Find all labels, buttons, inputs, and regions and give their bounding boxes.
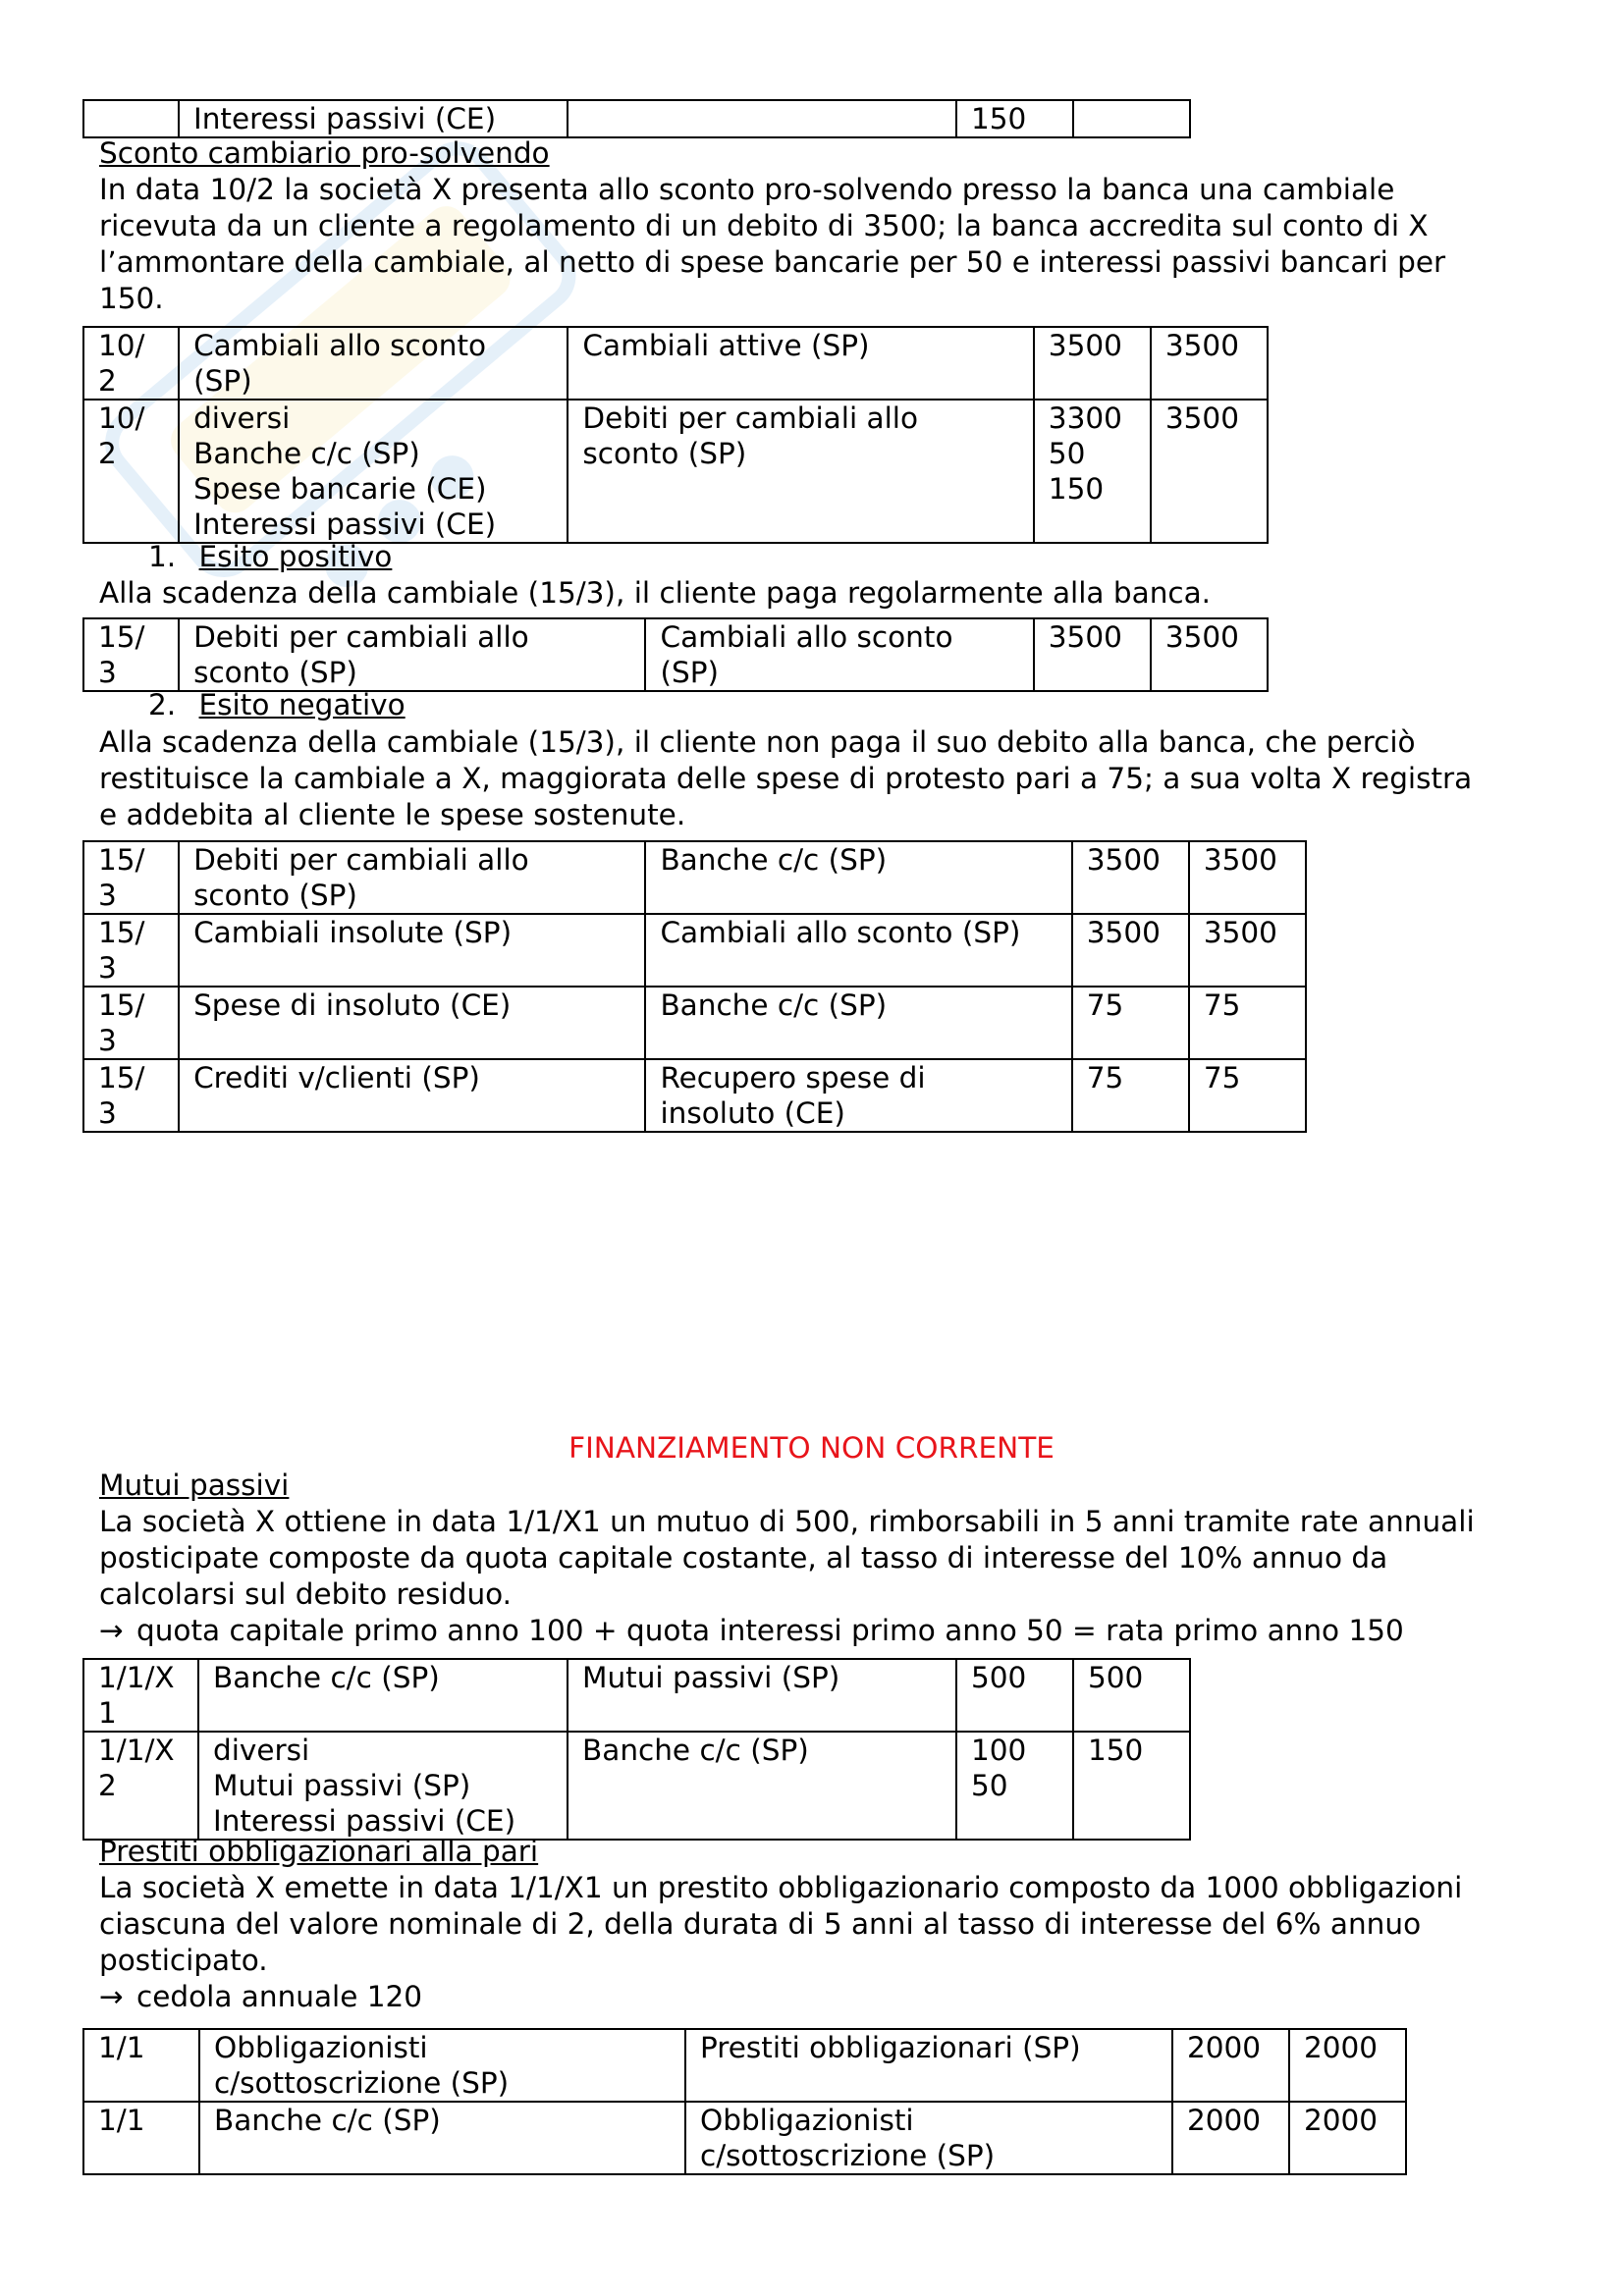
journal-table-top xyxy=(82,99,1191,138)
date-cell: 15/ 3 xyxy=(83,841,179,914)
date-cell: 1/1/X 2 xyxy=(83,1732,198,1840)
table-row xyxy=(83,1059,1306,1132)
paragraph xyxy=(99,575,1572,612)
avere-cell: Mutui passivi (SP) xyxy=(568,1659,956,1732)
amount-cell: 3500 xyxy=(1072,841,1189,914)
avere-cell: Obbligazionisti c/sottoscrizione (SP) xyxy=(685,2102,1172,2174)
avere-cell: Banche c/c (SP) xyxy=(568,1732,956,1840)
table-row xyxy=(83,1732,1190,1840)
paragraph-line: La società X emette in data 1/1/X1 un prestito obbligazionario composto da 1000 obbligazioni xyxy=(99,1871,1463,1904)
dare-cell: diversi Mutui passivi (SP) Interessi passivi (CE) xyxy=(198,1732,568,1840)
paragraph-line: ciascuna del valore nominale di 2, della durata di 5 anni al tasso di interesse del 6% annuo xyxy=(99,1907,1422,1941)
amount-cell: 3500 xyxy=(1151,327,1268,400)
dare-cell: Obbligazionisti c/sottoscrizione (SP) xyxy=(199,2029,685,2102)
dare-cell: diversi Banche c/c (SP) Spese bancarie (CE) Interessi passivi (CE) xyxy=(179,400,568,543)
arrow-right-icon: → xyxy=(99,1614,124,1647)
date-cell: 1/1 xyxy=(83,2102,199,2174)
dare-cell: Cambiali allo sconto (SP) xyxy=(179,327,568,400)
journal-table-esito-positivo xyxy=(82,617,1269,692)
section-prestiti xyxy=(99,1834,1572,2015)
table-cell xyxy=(1073,100,1190,137)
dare-cell: Debiti per cambiali allo sconto (SP) xyxy=(179,618,645,691)
amount-cell: 75 xyxy=(1072,987,1189,1059)
dare-cell: Debiti per cambiali allo sconto (SP) xyxy=(179,841,645,914)
arrow-line: → quota capitale primo anno 100 + quota interessi primo anno 50 = rata primo anno 150 xyxy=(99,1614,1404,1647)
paragraph-line: La società X ottiene in data 1/1/X1 un mutuo di 500, rimborsabili in 5 anni tramite rate annuali xyxy=(99,1505,1475,1538)
journal-table-mutui xyxy=(82,1658,1191,1841)
date-cell: 15/ 3 xyxy=(83,618,179,691)
date-cell: 1/1/X 1 xyxy=(83,1659,198,1732)
paragraph-line: ricevuta da un cliente a regolamento di un debito di 3500; la banca accredita sul conto di X xyxy=(99,209,1429,242)
table-cell xyxy=(83,100,179,137)
section-heading: FINANZIAMENTO NON CORRENTE xyxy=(568,1431,1055,1465)
table-cell xyxy=(568,100,956,137)
amount-cell: 100 50 xyxy=(956,1732,1073,1840)
table-row xyxy=(83,2029,1406,2102)
paragraph-line: l’ammontare della cambiale, al netto di spese bancarie per 50 e interessi passivi bancari per xyxy=(99,245,1446,279)
list-item-label: Esito positivo xyxy=(198,540,393,573)
amount-cell: 3500 xyxy=(1151,618,1268,691)
section-title: Prestiti obbligazionari alla pari xyxy=(99,1835,539,1868)
journal-table-prestiti xyxy=(82,2028,1407,2175)
date-cell: 15/ 3 xyxy=(83,914,179,987)
date-cell: 10/ 2 xyxy=(83,327,179,400)
amount-cell: 500 xyxy=(1073,1659,1190,1732)
table-cell: 150 xyxy=(956,100,1073,137)
amount-cell: 2000 xyxy=(1172,2102,1289,2174)
section-mutui xyxy=(99,1468,1572,1649)
amount-cell: 2000 xyxy=(1289,2029,1406,2102)
amount-cell: 75 xyxy=(1072,1059,1189,1132)
amount-cell: 3500 xyxy=(1189,841,1306,914)
table-row xyxy=(83,914,1306,987)
list-item-label: Esito negativo xyxy=(198,688,406,721)
amount-cell: 150 xyxy=(1073,1732,1190,1840)
section-sconto xyxy=(99,135,1572,317)
journal-table-esito-negativo xyxy=(82,840,1307,1133)
paragraph-line: calcolarsi sul debito residuo. xyxy=(99,1577,513,1611)
avere-cell: Cambiali attive (SP) xyxy=(568,327,1033,400)
paragraph-line: In data 10/2 la società X presenta allo sconto pro-solvendo presso la banca una cambiale xyxy=(99,173,1395,206)
avere-cell: Banche c/c (SP) xyxy=(645,841,1071,914)
amount-cell: 2000 xyxy=(1172,2029,1289,2102)
amount-cell: 3500 xyxy=(1034,618,1151,691)
paragraph-line: Alla scadenza della cambiale (15/3), il cliente non paga il suo debito alla banca, che perciò xyxy=(99,725,1416,759)
dare-cell: Banche c/c (SP) xyxy=(198,1659,568,1732)
paragraph-line: posticipato. xyxy=(99,1944,268,1977)
arrow-line: → cedola annuale 120 xyxy=(99,1980,423,2013)
table-row xyxy=(83,1659,1190,1732)
table-row xyxy=(83,987,1306,1059)
paragraph-line: 150. xyxy=(99,282,164,315)
paragraph-line: posticipate composte da quota capitale costante, al tasso di interesse del 10% annuo da xyxy=(99,1541,1388,1575)
list-item-esito-positivo xyxy=(148,539,392,575)
list-number: 1. xyxy=(148,540,177,573)
paragraph-line: e addebita al cliente le spese sostenute. xyxy=(99,798,686,831)
table-row xyxy=(83,100,1190,137)
dare-cell: Banche c/c (SP) xyxy=(199,2102,685,2174)
amount-cell: 3300 50 150 xyxy=(1034,400,1151,543)
date-cell: 15/ 3 xyxy=(83,987,179,1059)
avere-cell: Recupero spese di insoluto (CE) xyxy=(645,1059,1071,1132)
table-cell: Interessi passivi (CE) xyxy=(179,100,568,137)
paragraph-line: restituisce la cambiale a X, maggiorata delle spese di protesto pari a 75; a sua volta X registra xyxy=(99,762,1473,795)
journal-table-sconto xyxy=(82,326,1269,544)
section-title: Mutui passivi xyxy=(99,1468,290,1502)
avere-cell: Banche c/c (SP) xyxy=(645,987,1071,1059)
arrow-right-icon: → xyxy=(99,1980,124,2013)
amount-cell: 3500 xyxy=(1072,914,1189,987)
list-number: 2. xyxy=(148,688,177,721)
dare-cell: Crediti v/clienti (SP) xyxy=(179,1059,645,1132)
date-cell: 10/ 2 xyxy=(83,400,179,543)
amount-cell: 75 xyxy=(1189,1059,1306,1132)
amount-cell: 2000 xyxy=(1289,2102,1406,2174)
amount-cell: 500 xyxy=(956,1659,1073,1732)
section-title: Sconto cambiario pro-solvendo xyxy=(99,136,550,170)
avere-cell: Cambiali allo sconto (SP) xyxy=(645,618,1033,691)
avere-cell: Debiti per cambiali allo sconto (SP) xyxy=(568,400,1033,543)
table-row xyxy=(83,2102,1406,2174)
list-item-esito-negativo xyxy=(148,687,406,723)
date-cell: 15/ 3 xyxy=(83,1059,179,1132)
avere-cell: Prestiti obbligazionari (SP) xyxy=(685,2029,1172,2102)
avere-cell: Cambiali allo sconto (SP) xyxy=(645,914,1071,987)
table-row xyxy=(83,327,1268,400)
table-row xyxy=(83,400,1268,543)
dare-cell: Spese di insoluto (CE) xyxy=(179,987,645,1059)
amount-cell: 3500 xyxy=(1034,327,1151,400)
date-cell: 1/1 xyxy=(83,2029,199,2102)
table-row xyxy=(83,841,1306,914)
amount-cell: 3500 xyxy=(1151,400,1268,543)
amount-cell: 3500 xyxy=(1189,914,1306,987)
dare-cell: Cambiali insolute (SP) xyxy=(179,914,645,987)
paragraph xyxy=(99,724,1572,833)
table-row xyxy=(83,618,1268,691)
amount-cell: 75 xyxy=(1189,987,1306,1059)
paragraph-line: Alla scadenza della cambiale (15/3), il cliente paga regolarmente alla banca. xyxy=(99,576,1212,610)
